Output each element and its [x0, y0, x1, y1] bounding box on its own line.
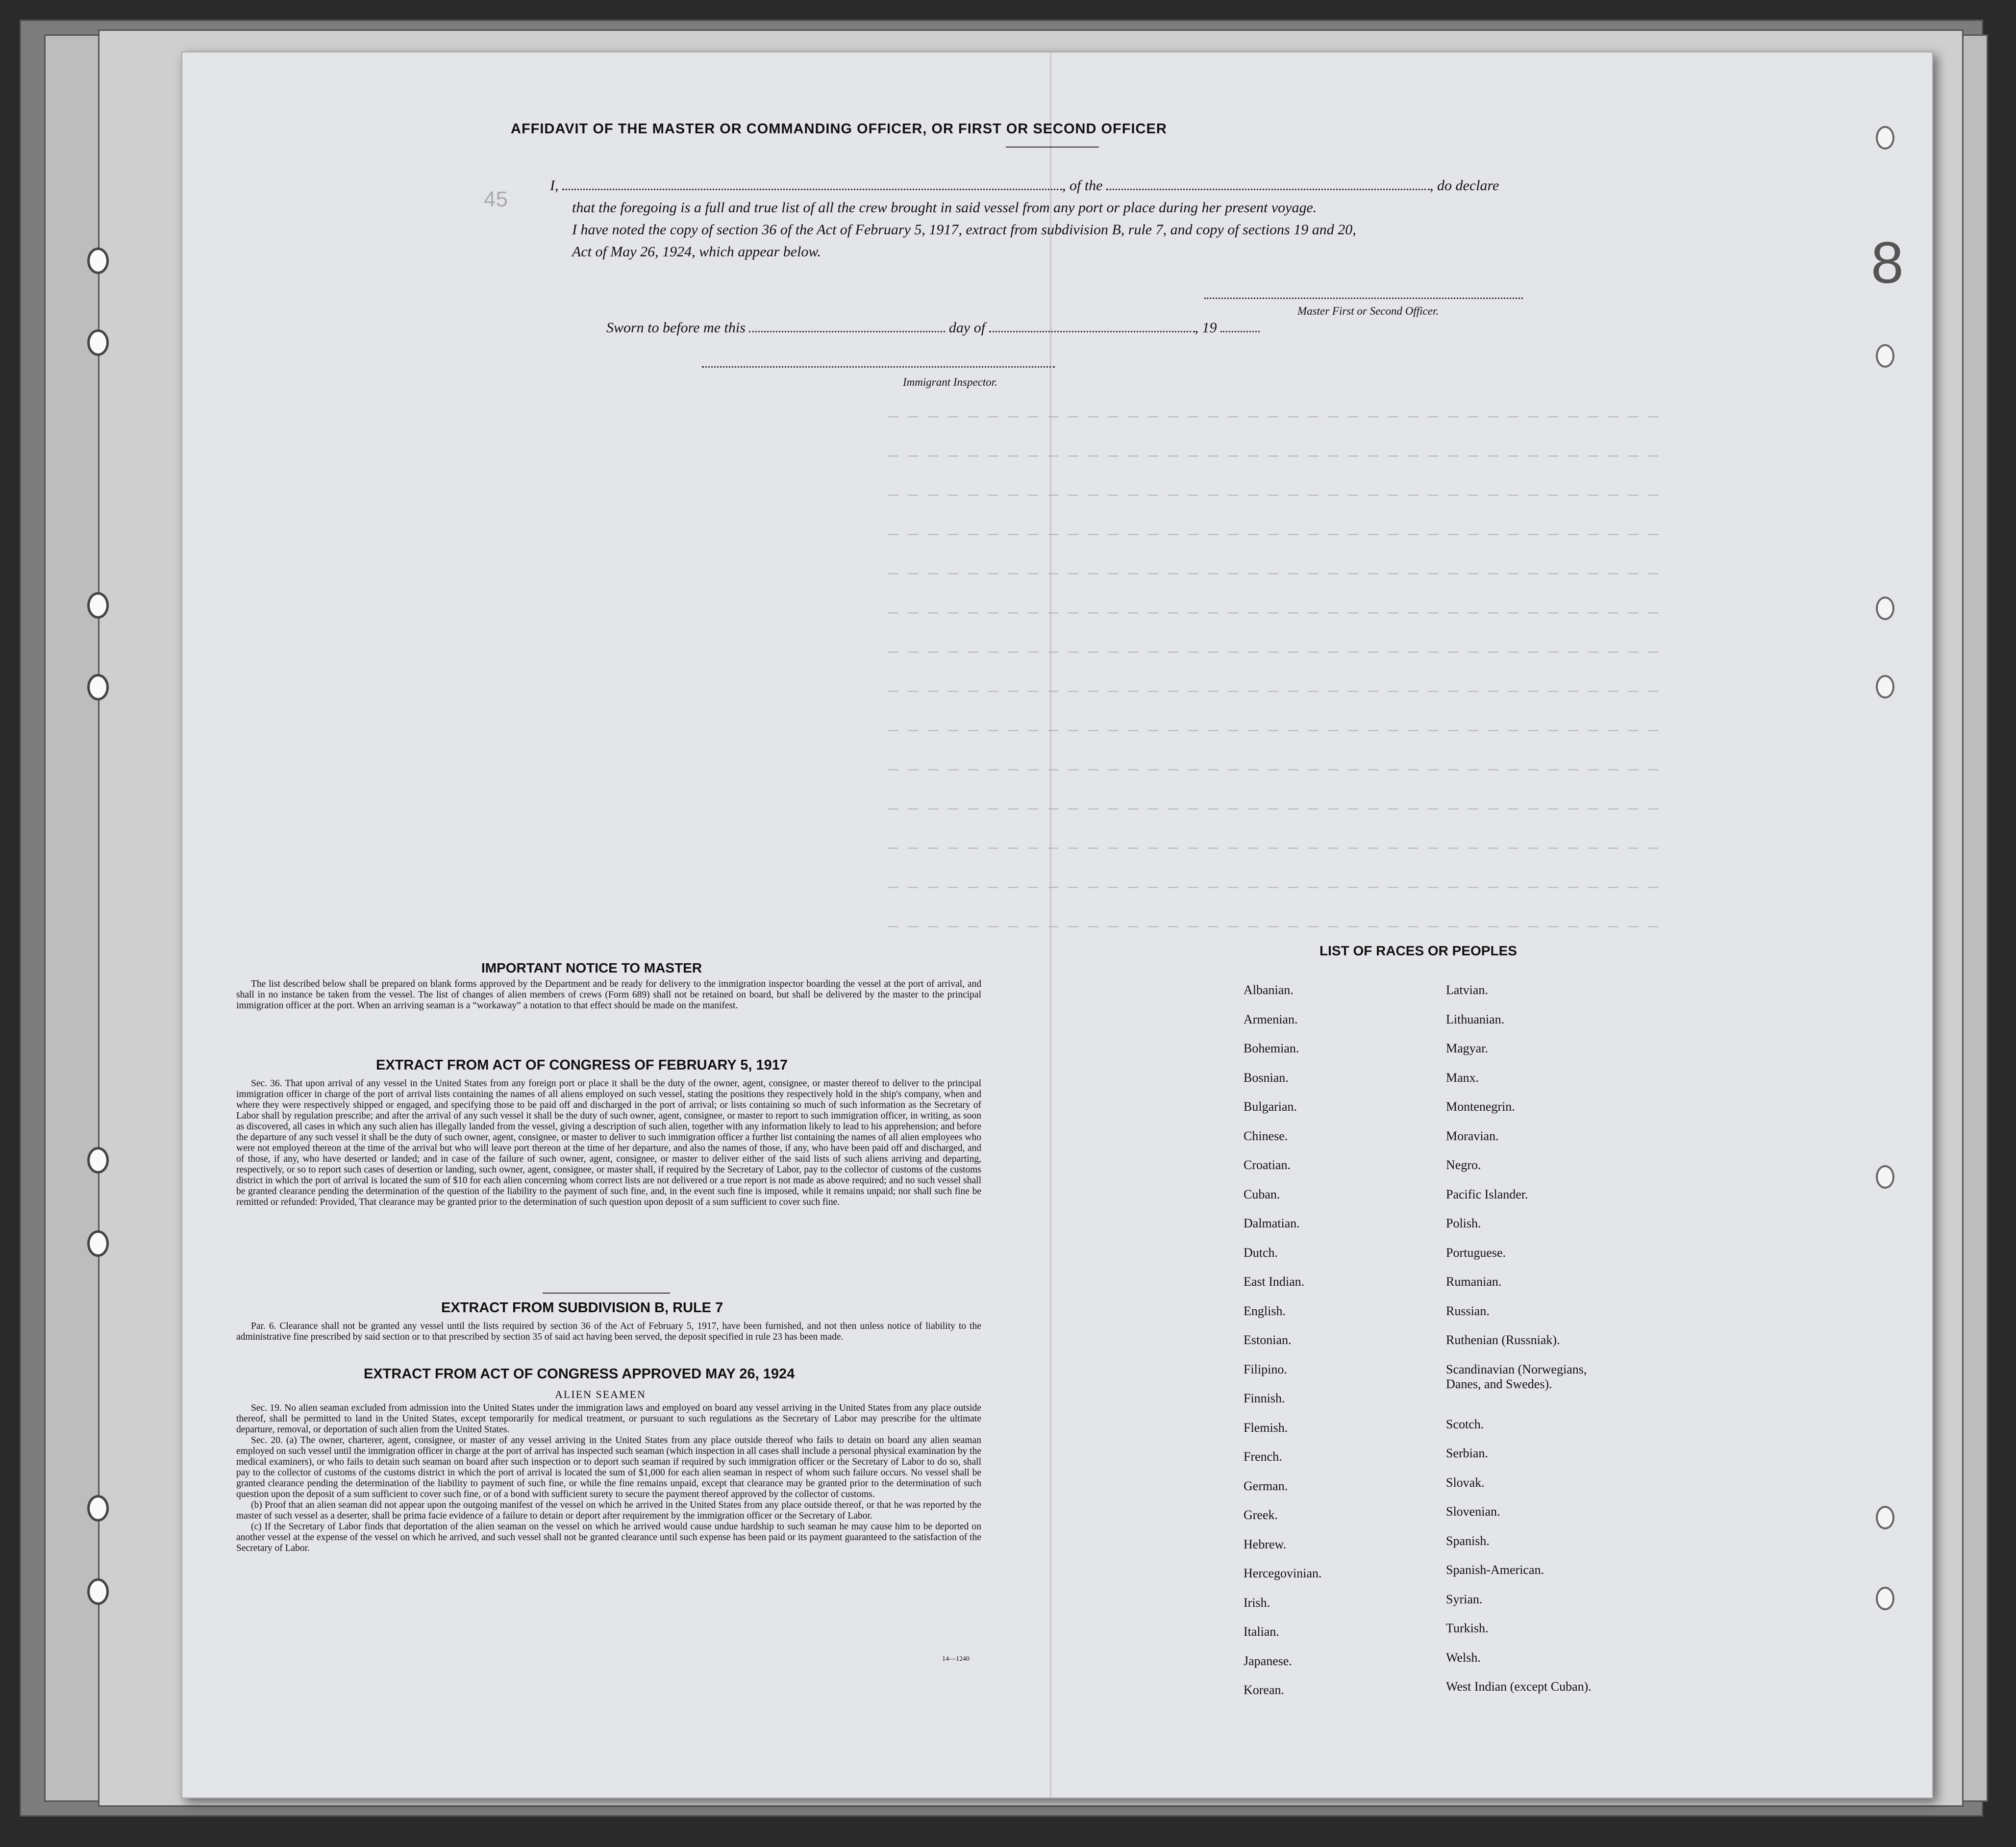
sworn-line [606, 320, 1260, 336]
race-item: Flemish. [1244, 1420, 1288, 1435]
binder-hole [1876, 344, 1894, 368]
sworn-date-field[interactable] [749, 331, 945, 332]
race-item: Turkish. [1446, 1621, 1489, 1635]
affidavit-line-4: Act of May 26, 1924, which appear below. [572, 244, 821, 260]
binder-hole [1876, 126, 1894, 150]
affidavit-of-the: , of the [1062, 177, 1103, 194]
race-item: Serbian. [1446, 1446, 1488, 1460]
alien-seamen-subtitle: ALIEN SEAMEN [555, 1388, 646, 1400]
race-item: Hebrew. [1244, 1537, 1287, 1551]
extract-1924-body [236, 1403, 981, 1554]
binder-hole [1876, 597, 1894, 620]
section-36-text: Sec. 36. That upon arrival of any vessel in the United States from any foreign port or place it shall be the duty of the owner, agent, consignee, or master thereof to deliver to the principal immigration officer in charge of the port of arrival lists containing the names of all aliens employed on such vessel, stating the positions they respectively hold in the ship's company, when and where they were respectively shipped or engaged, and specifying those to be paid off and discharged in the port of arrival; or lists containing so much of such information as the Secretary of Labor shall by regulation prescribe; and after the arrival of any such vessel it shall be the duty of such owner, agent, consignee, or master to report to such immigration officer, in writing, as soon as discovered, all cases in which any such alien has illegally landed from the vessel, giving a description of such alien, together with any information likely to lead to his apprehension; and before the departure of any such vessel it shall be the duty of such owner, agent, consignee, or master to deliver to such immigration officer a further list containing the names of all alien employees who were not employed thereon at the time of the arrival but who will leave port thereon at the time of her departure, and also the names of those, if any, who have been paid off and discharged, and of those, if any, who have deserted or landed; and in case of the failure of such owner, agent, consignee, or master to deliver either of the said lists of such aliens arriving and departing, respectively, or so to report such cases of desertion or landing, such owner, agent, consignee, or master shall, if required by the Secretary of Labor, pay to the collector of customs of the customs district in which the port of arrival is located the sum of $10 for each alien concerning whom correct lists are not delivered or a true report is not made as above required; and no such vessel shall be granted clearance pending the determination of the question of the liability to the payment of such fine, and, in the event such fine is imposed, while it remains unpaid; nor shall such fine be remitted or refunded: Provided, That clearance may be granted prior to the determination of such question upon deposit of a sum sufficient to cover such fine. [236, 1078, 981, 1207]
race-item: Dutch. [1244, 1245, 1278, 1260]
affidavit-i: I, [550, 177, 559, 194]
sworn-year-field[interactable] [1220, 331, 1260, 332]
page-number: 45 [484, 187, 508, 211]
par-6-text: Par. 6. Clearance shall not be granted any vessel until the lists required by section 36 of the Act of February 5, 1917, have been furnished, and not then unless notice of liability to the administrative fine prescribed by said section or to that prescribed by section 35 of said act having been served, the deposit specified in rule 23 has been made. [236, 1321, 981, 1342]
race-item: Rumanian. [1446, 1274, 1502, 1289]
binder-hole [87, 592, 109, 619]
binder-hole [1876, 1506, 1894, 1529]
affidavit-line-2: that the foregoing is a full and true list of all the crew brought in said vessel from any port or place during her present voyage. [572, 200, 1317, 216]
manifest-page: — — — — — — — — — — — — — — — — — — — — — — — — — — — — — — — — — — — — — — — — — — — — — — — — — — — — — — — — — — — — — — — — — — — — — — — — — — — — — — — — — — — — — — — — — — — — — — — — — — — — — — — — — — — — — — — — — — — — — — — — — — — — — — — — — — — — — — — — — — — — — — — — — — — — — — — — — — — — — — — — — — — — — — — — — — — — — — — — — — — — — — — — — — — — — — — — — — — — — — — — — — — — — — — — — — — — — — — — — — — — — — — — — — — — — — — — — — — — — — — — — — — — — — — — — — — — — — — — — — — — — — — — — — — — — — — — — — — — — — — — — — — — — — — — — — — — — — — — — — — — — — — — — — — — — — — — — — — — — — — — — — — — — — — — — — — — — — — — — — — — — — — — — — — — — — — — — — — — — — — — — — — — — — — — — — — — — — — — — — — — — — — — — — — — — — — — — — — — — — — — — — — — — — — — — — — — — — — — — — — — — — — — — — — — — — — — — — — — — — — — — — — — — — — — — — — — — — — — — — — — — — — — — — — — — — — — — — — — — — — — — — — — — — — — — — — — — — — — — — — — — — — — — — — — — — — — — — — — — — — — — — — — — — — — — — — — — — — — — — — — — — — — — — 45 8 AFFIDAVIT OF THE MASTER OR COMMANDING OFFICER, OR FIRST OR SECOND OFFICER I, , of the , do declare that the foregoing is a full and true list of all the crew brought in said vessel from any port or place during her present voyage. I have noted the copy of section 36 of the Act of February 5, 1917, extract from subdivision B, rule 7, and copy of sections 19 and 20, Act of May 26, 1924, which appear below. Master First or Second Officer. Sworn to before me this day of , 19 Immigrant Inspector. IMPORTANT NOTICE TO MASTER The list described below shall be prepared on blank forms approved by the Department and be ready for delivery to the immigration inspector boarding the vessel at the port of arrival, and shall in no instance be taken from the vessel. The list of changes of alien members of crews (Form 689) shall not be retained on board, but shall be delivered by the master to the principal immigration officer at the port. When an arriving seaman is a “workaway” a notation to that effect should be made on the manifest. EXTRACT FROM ACT OF CONGRESS OF FEBRUARY 5, 1917 Sec. 36. That upon arrival of any vessel in the United States from any foreign port or place it shall be the duty of the owner, agent, consignee, or master thereof to deliver to the principal immigration officer in charge of the port of arrival lists containing the names of all aliens employed on such vessel, stating the positions they respectively hold in the ship's company, when and where they were respectively shipped or engaged, and specifying those to be paid off and discharged in the port of arrival; or lists containing so much of such information as the Secretary of Labor shall by regulation prescribe; and after the arrival of any such vessel it shall be the duty of such owner, agent, consignee, or master to report to such immigration officer, in writing, as soon as discovered, all cases in which any such alien has illegally landed from the vessel, giving a description of such alien, together with any information likely to lead to his apprehension; and before the departure of any such vessel it shall be the duty of such owner, agent, consignee, or master to deliver to such immigration officer a further list containing the names of all alien employees who were not employed thereon at the time of the arrival but who will leave port thereon at the time of her departure, and also the names of those, if any, who have been paid off and discharged, and of those, if any, who have deserted or landed; and in case of the failure of such owner, agent, consignee, or master to deliver either of the said lists of such aliens arriving and departing, respectively, or so to report such cases of desertion or landing, such owner, agent, consignee, or master shall, if required by the Secretary of Labor, pay to the collector of customs of the customs district in which the port of arrival is located the sum of $10 for each alien concerning whom correct lists are not delivered or a true report is not made as above required; and no such vessel shall be granted clearance pending the determination of the question of the liability to the payment of such fine, and, in the event such fine is imposed, while it remains unpaid; nor shall such fine be remitted or refunded: Provided, That clearance may be granted prior to the determination of such question upon deposit of a sum sufficient to cover such fine. EXTRACT FROM SUBDIVISION B, RULE 7 Par. 6. Clearance shall not be granted any vessel until the lists required by section 36 of the Act of February 5, 1917, have been furnished, and not then unless notice of liability to the administrative fine prescribed by said section or to that prescribed by section 35 of said act having been served, the deposit specified in rule 23 has been made. EXTRACT FROM ACT OF CONGRESS APPROVED MAY 26, 1924 ALIEN SEAMEN Sec. 19. No alien seaman excluded from admission into the United States under the immigration laws and employed on board any vessel arriving in the United States from any place outside thereof, shall be permitted to land in the United States, except temporarily for medical treatment, or pursuant to such regulations as the Secretary of Labor may prescribe for the ultimate departure, removal, or deportation of such alien from the United States. Sec. 20. (a) The owner, charterer, agent, consignee, or master of any vessel arriving in the United States from any place outside thereof who fails to detain on board any alien seaman employed on such vessel until the immigration officer in charge at the port of arrival has inspected such seaman (which inspection in all cases shall include a personal physical examination by the medical examiners), or who fails to detain such seaman on board after such inspection or to deport such seaman if required by such immigration officer or the Secretary of Labor to do so, shall pay to the collector of customs of the customs district in which the port of arrival is located the sum of $1,000 for each alien seaman in respect of whom such failure occurs. No vessel shall be granted clearance pending the determination of the liability to payment of such fine, or while the fine remains unpaid, except that clearance may be granted prior to the determination of such question upon the deposit of a sum sufficient to cover such fine, or of a bond with sufficient surety to secure the payment thereof approved by the collector of customs. (b) Proof that an alien seaman did not appear upon the outgoing manifest of the vessel on which he arrived in the United States from any place outside thereof, or that he was reported by the master of such vessel as a deserter, shall be prima facie evidence of a failure to detain or deport after requirement by the immigration officer or the Secretary of Labor. (c) If the Secretary of Labor finds that deportation of the alien seaman on the vessel on which he arrived would cause undue hardship to such seaman he may cause him to be deported on another vessel at the expense of the vessel on which he arrived, and such vessel shall not be granted clearance until such expense has been paid or its payment guaranteed to the satisfaction of the Secretary of Labor. 14—1240 LIST OF RACES OR PEOPLES Albanian. Armenian. Bohemian. Bosnian. Bulgarian. Chinese. Croatian. Cuban. Dalmatian. Dutch. East Indian. English. Estonian. Filipino. Finnish. Flemish. French. German. Greek. Hebrew. Hercegovinian. Irish. Italian. Japanese. Korean. Latvian. Lithuanian. Magyar. Manx. Montenegrin. Moravian. Negro. Pacific Islander. Polish. Portuguese. Rumanian. Russian. Ruthenian (Russniak). Scandinavian (Norwegians, Danes, and Swedes). Scotch. Serbian. Slovak. Slovenian. Spanish. Spanish-American. Syrian. Turkish. Welsh. West Indian (except Cuban). [181, 51, 1933, 1798]
race-item: Bosnian. [1244, 1070, 1289, 1085]
day-of-text: day of [948, 320, 986, 336]
section-20a-text: Sec. 20. (a) The owner, charterer, agent, consignee, or master of any vessel arriving in the United States from any place outside thereof who fails to detain on board any alien seaman employed on such vessel until the immigration officer in charge at the port of arrival has inspected such seaman (which inspection in all cases shall include a personal physical examination by the medical examiners), or who fails to detain such seaman on board after such inspection or to deport such seaman if required by such immigration officer or the Secretary of Labor to do so, shall pay to the collector of customs of the customs district in which the port of arrival is located the sum of $1,000 for each alien seaman in respect of whom such failure occurs. No vessel shall be granted clearance pending the determination of the liability to payment of such fine, or while the fine remains unpaid, except that clearance may be granted prior to the determination of such question upon the deposit of a sum sufficient to cover such fine, or of a bond with sufficient surety to secure the payment thereof approved by the collector of customs. [236, 1435, 981, 1499]
race-item: Russian. [1446, 1303, 1490, 1318]
race-item: Dalmatian. [1244, 1216, 1300, 1230]
race-item: Korean. [1244, 1683, 1285, 1697]
affidavit-line-3: I have noted the copy of section 36 of the Act of February 5, 1917, extract from subdivision B, rule 7, and copy of sections 19 and 20, [572, 222, 1356, 238]
race-item: English. [1244, 1303, 1286, 1318]
year-prefix: , 19 [1195, 320, 1217, 336]
section-20c-text: (c) If the Secretary of Labor finds that deportation of the alien seaman on the vessel on which he arrived would cause undue hardship to such seaman he may cause him to be deported on another vessel at the expense of the vessel on which he arrived, and such vessel shall not be granted clearance until such expense has been paid or its payment guaranteed to the satisfaction of the Secretary of Labor. [236, 1522, 981, 1553]
divider [543, 1293, 670, 1294]
race-item: Lithuanian. [1446, 1012, 1505, 1026]
race-item: Italian. [1244, 1624, 1279, 1639]
race-item: Latvian. [1446, 983, 1488, 997]
sworn-month-field[interactable] [989, 331, 1195, 332]
binder-hole [87, 1147, 109, 1173]
extract-1917-body [236, 1078, 981, 1208]
binder-hole [1876, 1587, 1894, 1610]
extract-1924-title: EXTRACT FROM ACT OF CONGRESS APPROVED MAY 26, 1924 [364, 1366, 795, 1382]
extract-1917-title: EXTRACT FROM ACT OF CONGRESS OF FEBRUARY 5, 1917 [376, 1057, 788, 1073]
race-item: Polish. [1446, 1216, 1481, 1230]
inspector-signature-line[interactable] [702, 366, 1055, 368]
sworn-text: Sworn to before me this [606, 320, 746, 336]
race-item: Ruthenian (Russniak). [1446, 1333, 1560, 1347]
race-item: Syrian. [1446, 1592, 1483, 1606]
race-item: Irish. [1244, 1595, 1270, 1610]
race-item: Bulgarian. [1244, 1099, 1297, 1114]
affidavit-do-declare: , do declare [1430, 177, 1499, 194]
race-item: Estonian. [1244, 1333, 1292, 1347]
affidavit-line-1 [550, 177, 1499, 194]
race-item: Welsh. [1446, 1650, 1481, 1665]
race-item: Chinese. [1244, 1128, 1288, 1143]
race-item: Hercegovinian. [1244, 1566, 1322, 1580]
race-item: Slovenian. [1446, 1504, 1500, 1519]
divider [1006, 147, 1099, 148]
race-item: Portuguese. [1446, 1245, 1506, 1260]
rule-7-title: EXTRACT FROM SUBDIVISION B, RULE 7 [441, 1300, 723, 1316]
notice-paragraph: The list described below shall be prepared on blank forms approved by the Department and be ready for delivery to the immigration inspector boarding the vessel at the port of arrival, and shall in no instance be taken from the vessel. The list of changes of alien members of crews (Form 689) shall not be retained on board, but shall be delivered by the master to the principal immigration officer at the port. When an arriving seaman is a “workaway” a notation to that effect should be made on the manifest. [236, 979, 981, 1011]
races-title: LIST OF RACES OR PEOPLES [1319, 943, 1517, 958]
race-item: Armenian. [1244, 1012, 1298, 1026]
inspector-caption: Immigrant Inspector. [903, 376, 997, 388]
form-number: 14—1240 [942, 1655, 970, 1663]
race-item: Moravian. [1446, 1128, 1499, 1143]
section-20b-text: (b) Proof that an alien seaman did not appear upon the outgoing manifest of the vessel on which he arrived in the United States from any place outside thereof, or that he was reported by the master of such vessel as a deserter, shall be prima facie evidence of a failure to detain or deport after requirement by the immigration officer or the Secretary of Labor. [236, 1500, 981, 1521]
section-19-text: Sec. 19. No alien seaman excluded from admission into the United States under the immigration laws and employed on board any vessel arriving in the United States from any place outside thereof, shall be permitted to land in the United States, except temporarily for medical treatment, or pursuant to such regulations as the Secretary of Labor may prescribe for the ultimate departure, removal, or deportation of such alien from the United States. [236, 1403, 981, 1435]
race-item: Cuban. [1244, 1187, 1280, 1201]
race-item: Spanish-American. [1446, 1563, 1544, 1577]
binder-hole [1876, 675, 1894, 699]
race-item: Magyar. [1446, 1041, 1488, 1055]
master-signature-line[interactable] [1204, 298, 1523, 299]
race-item: Bohemian. [1244, 1041, 1299, 1055]
binder-hole [87, 1578, 109, 1605]
race-item: Spanish. [1446, 1533, 1490, 1548]
race-item: Greek. [1244, 1508, 1278, 1522]
vessel-field[interactable] [1106, 189, 1430, 190]
name-field[interactable] [562, 189, 1062, 190]
race-item: German. [1244, 1478, 1288, 1493]
race-item: Negro. [1446, 1158, 1481, 1172]
binder-hole [87, 329, 109, 356]
binder-hole [87, 248, 109, 274]
race-item: Croatian. [1244, 1158, 1291, 1172]
race-item: Manx. [1446, 1070, 1479, 1085]
race-item: Pacific Islander. [1446, 1187, 1528, 1201]
race-item: Scotch. [1446, 1417, 1484, 1431]
race-item: Finnish. [1244, 1391, 1285, 1405]
binder-hole [1876, 1165, 1894, 1189]
race-item: Scandinavian (Norwegians, Danes, and Swedes). [1446, 1362, 1587, 1391]
race-item: Filipino. [1244, 1362, 1287, 1376]
rule-7-body [236, 1321, 981, 1343]
race-item: French. [1244, 1449, 1282, 1464]
race-item: East Indian. [1244, 1274, 1305, 1289]
race-item: West Indian (except Cuban). [1446, 1679, 1592, 1694]
handwritten-mark: 8 [1871, 230, 1904, 296]
notice-title: IMPORTANT NOTICE TO MASTER [481, 960, 702, 975]
binder-hole [87, 674, 109, 700]
race-item: Slovak. [1446, 1475, 1485, 1490]
master-caption: Master First or Second Officer. [1297, 305, 1439, 317]
affidavit-title: AFFIDAVIT OF THE MASTER OR COMMANDING OFFICER, OR FIRST OR SECOND OFFICER [511, 121, 1167, 137]
race-item: Montenegrin. [1446, 1099, 1515, 1114]
race-item: Albanian. [1244, 983, 1294, 997]
binder-hole [87, 1495, 109, 1522]
notice-body [236, 979, 981, 1011]
binder-hole [87, 1230, 109, 1257]
race-item: Japanese. [1244, 1653, 1292, 1668]
